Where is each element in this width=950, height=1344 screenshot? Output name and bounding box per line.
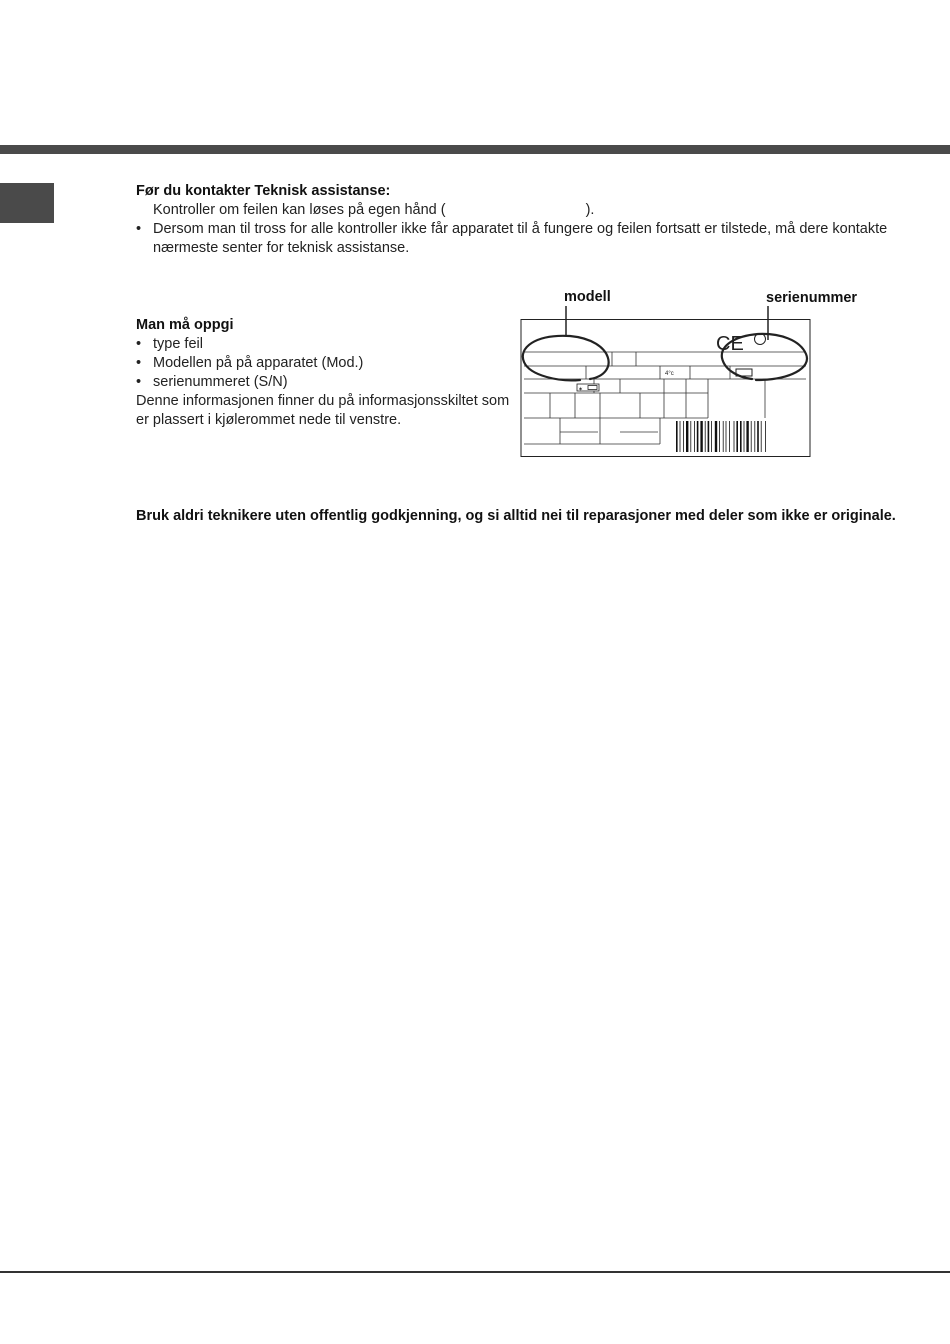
star-mark: ✶	[578, 386, 584, 393]
barcode-bar	[680, 421, 681, 452]
barcode	[676, 421, 766, 452]
bullet-dot: •	[136, 221, 142, 237]
intro-check-line	[136, 201, 896, 220]
footer-rule	[0, 1271, 950, 1273]
barcode-bar	[744, 421, 745, 452]
barcode-bar	[697, 421, 699, 452]
serial-label: serienummer	[766, 290, 858, 306]
intro-bullet	[136, 220, 896, 258]
info-text: Denne informasjonen finner du på informasjonsskiltet som er plassert i kjølerommet nede til venstre.	[136, 393, 510, 428]
intro-check-after: ).	[585, 202, 595, 218]
info-item-text: Modellen på på apparatet (Mod.)	[153, 355, 364, 371]
bullet-dot: •	[136, 355, 142, 371]
barcode-bar	[683, 421, 684, 452]
intro-check-before: Kontroller om feilen kan løses på egen hånd (	[153, 202, 446, 218]
barcode-bar	[700, 421, 702, 452]
intro-section	[136, 182, 896, 258]
barcode-bar	[690, 421, 691, 452]
barcode-bar	[686, 421, 688, 452]
barcode-bar	[734, 421, 735, 452]
info-item	[136, 373, 516, 392]
intro-bullet-text: Dersom man til tross for alle kontroller ikke får apparatet til å fungere og feilen fortsatt er tilstede, må dere kontakte nærmeste senter for teknisk assistanse.	[153, 221, 888, 256]
barcode-bar	[754, 421, 755, 452]
barcode-bar	[726, 421, 727, 452]
barcode-bar	[711, 421, 712, 452]
barcode-bar	[765, 421, 766, 452]
barcode-bar	[751, 421, 752, 452]
model-label: modell	[564, 289, 611, 305]
warning-text: Bruk aldri teknikere uten offentlig godkjenning, og si alltid nei til reparasjoner med deler som ikke er originale.	[136, 508, 896, 524]
barcode-bar	[723, 421, 724, 452]
barcode-bar	[715, 421, 717, 452]
plate-grid	[524, 352, 806, 444]
barcode-bar	[746, 421, 748, 452]
temperature-mark: 4°c	[665, 371, 674, 377]
bullet-dot: •	[136, 374, 142, 390]
header-bar	[0, 145, 950, 154]
rating-plate-diagram	[515, 305, 815, 465]
barcode-bar	[736, 421, 738, 452]
info-item	[136, 335, 516, 354]
barcode-bar	[676, 421, 678, 452]
barcode-bar	[694, 421, 695, 452]
info-item-text: type feil	[153, 336, 203, 352]
bullet-dot: •	[136, 336, 142, 352]
info-item-text: serienummeret (S/N)	[153, 374, 288, 390]
barcode-bar	[708, 421, 710, 452]
language-tab	[0, 183, 54, 223]
serial-highlight-ellipse	[722, 334, 807, 380]
intro-heading: Før du kontakter Teknisk assistanse:	[136, 183, 391, 199]
plate-frame	[521, 320, 810, 457]
barcode-bar	[719, 421, 720, 452]
info-item	[136, 354, 516, 373]
barcode-bar	[740, 421, 742, 452]
barcode-bar	[757, 421, 759, 452]
barcode-bar	[705, 421, 706, 452]
model-highlight-ellipse	[523, 336, 609, 381]
barcode-bar	[761, 421, 762, 452]
barcode-bar	[729, 421, 730, 452]
info-section	[136, 316, 516, 430]
ce-mark: CE	[716, 333, 744, 355]
info-heading: Man må oppgi	[136, 317, 234, 333]
